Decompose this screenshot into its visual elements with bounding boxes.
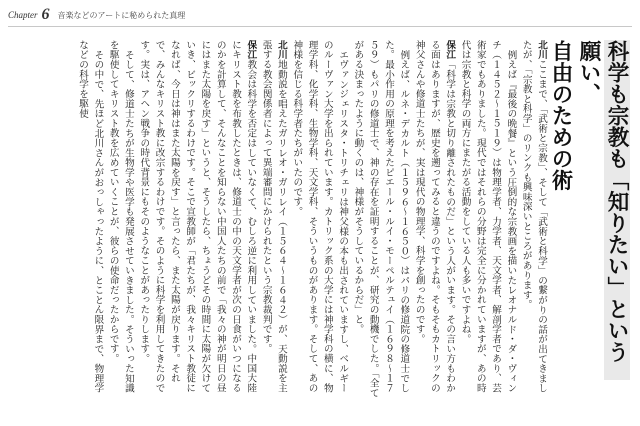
chapter-number: 6 — [41, 6, 50, 23]
header-rule — [8, 26, 632, 27]
paragraph-text: 教会は科学を否定はしていなくて、むしろ逆に利用していました。中国大陸にキリスト教を布教したときは、修道士の中の天文学者が次の日食がいつになるのかを計算して、そんなことを知らない中国人たちの前で「我々の神が明日の昼にはまた太陽を戻す」というと、そうしたら、ちょうどその時間に太陽が欠けていき、ビックリするわけです。そこで宣教師が「君たちが、我々キリスト教徒になれば、今日は神はまた太陽を戻す」と言ったら、また太陽が戻ります。それで、みんなキリスト教に改宗するわけです。そのように科学を利用してきたのです。実は、アヘン戦争の時代背景にもそのようなことがあったりします。 — [138, 40, 257, 393]
paragraph — [457, 40, 518, 400]
chapter-title: 音楽などのアートに秘められた真理 — [57, 10, 186, 20]
article-body — [14, 40, 549, 400]
paragraph — [136, 40, 258, 400]
paragraph — [411, 40, 457, 400]
paragraph-text: エヴァンジェリスタ・トリチェリは神父様の本も出されていますし、ベルギーのルーヴァン大学を出られています。カトリック系の大学には神学科の横に、物理学科、化学科、生物学科、天文学科、そういうものがあります。そして、あの神様を信じる科学者たちがいたのです。 — [291, 40, 349, 393]
speaker-name: 北川 — [536, 40, 547, 60]
paragraph — [105, 40, 136, 400]
paragraph — [258, 40, 289, 400]
paragraph — [289, 40, 350, 400]
paragraph-text: そして、修道士たちが生物学や医学も発展させていきました。そういった知識を駆使してキリスト教を広めていくことが、彼らの使命だったからです。 — [107, 40, 134, 393]
running-header — [8, 6, 185, 24]
speaker-name: 保江 — [444, 40, 456, 60]
section-headline — [550, 40, 630, 380]
paragraph-text: 例えば『最後の晩餐』という圧倒的な宗教画を描いたレオナルド・ダ・ヴィンチ（１４５２～１５１９）は物理学者、力学者、天文学者、解剖学者であり、芸術家でもありました。現代ではそれらの分野は完全に分かれていますが、あの時代は宗教と科学の両方にまたがる活動をしている人も多いですよね。 — [459, 40, 517, 393]
paragraph-text: 地動説を唱えたガリレオ・ガリレイ（１５６４～１６４２）が、天動説を主張する教会関係者によって異端審問にかけられたという宗教裁判です。 — [260, 40, 287, 393]
paragraph-text: 「科学は宗教と切り離されたものだ」という人がいます。その言い方もわかる面はありますが、歴史を遡ってみると違うのですよね。そもそもカトリックの神父さんや修道士たちが、実は現代の物理学、科学を創ったのです。 — [413, 40, 456, 393]
headline-line-2: 自由のための術 — [548, 40, 573, 191]
headline-line-1: 科学も宗教も「知りたい」という願い、 — [576, 40, 629, 363]
paragraph-text: ここまで、「武術と宗教」、そして「武術と科学」の繋がりの話が出てきましたが、「宗教と科学」のリンクも興味深いところがあります。 — [520, 40, 547, 394]
paragraph-text: 例えば、ルネ・デカルト（１５９６～１６５０）はパリの修道院の修道士でした。最小作用の原理を考えたピエール・ルイ・モーペルテュイ（１６９８～１７５９）もパリの修道士で、神の存在を証明することが、研究の動機でした。「全てがある決まったように動くのは、神様がそうしているからだ」と。 — [352, 40, 410, 398]
paragraph — [518, 40, 549, 400]
paragraph — [350, 40, 411, 400]
paragraph — [75, 40, 106, 400]
speaker-name: 保江 — [245, 40, 257, 60]
paragraph-text: その中で、先ほど北川さんがおっしゃったように、とことん限界まで、物理学などの科学を駆使 — [77, 40, 104, 393]
speaker-name: 北川 — [275, 40, 287, 60]
chapter-label: Chapter — [8, 10, 38, 20]
